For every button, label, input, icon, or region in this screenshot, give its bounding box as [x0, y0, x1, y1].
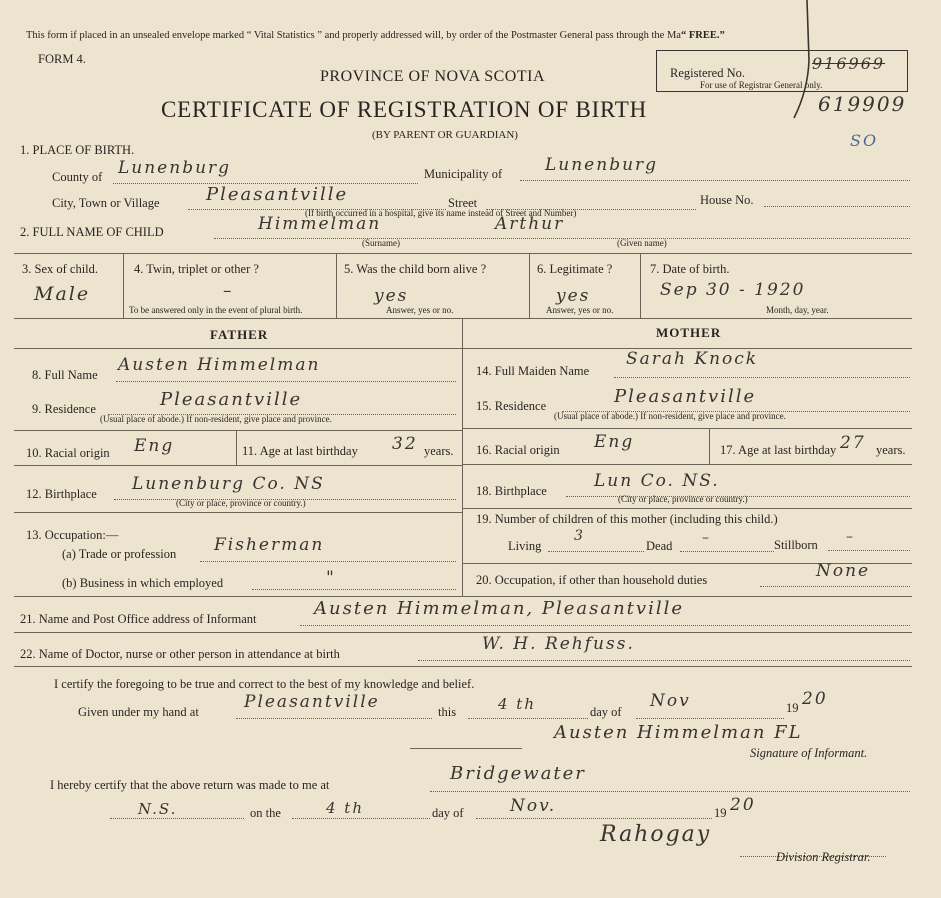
mother-header: MOTHER: [656, 325, 722, 340]
father-birthplace-note: (City or place, province or country.): [176, 498, 306, 508]
mother-residence-note: (Usual place of abode.) If non-resident, give place and province.: [554, 411, 786, 421]
mother-occupation-value: None: [816, 561, 871, 581]
father-residence-label: 9. Residence: [32, 402, 96, 416]
pen-stroke-mark: [780, 0, 820, 130]
municipality-line: [520, 180, 910, 181]
given-place-value: Pleasantville: [244, 692, 380, 712]
child-surname: Himmelman: [258, 214, 382, 234]
date-value: Sep 30 - 1920: [660, 280, 806, 300]
month-value-2: Nov.: [510, 796, 557, 816]
doctor-label: 22. Name of Doctor, nurse or other person in attendance at birth: [20, 647, 340, 661]
divider: [292, 818, 430, 819]
father-residence-value: Pleasantville: [160, 389, 303, 410]
house-line: [764, 206, 910, 207]
divider: [640, 253, 641, 318]
divider: [116, 381, 456, 382]
child-name-label: 2. FULL NAME OF CHILD: [20, 225, 164, 239]
mother-age-unit: years.: [876, 443, 906, 457]
day-of-label: day of: [590, 705, 622, 719]
row3-top-rule: [14, 253, 912, 254]
twin-note: To be answered only in the event of plural birth.: [129, 305, 303, 315]
father-trade-value: Fisherman: [214, 535, 325, 555]
stillborn-value: –: [846, 529, 855, 545]
date-label: 7. Date of birth.: [650, 262, 730, 276]
divider: [614, 377, 910, 378]
twin-value: –: [223, 281, 234, 301]
date-note: Month, day, year.: [766, 305, 829, 315]
legitimate-label: 6. Legitimate ?: [537, 262, 613, 276]
mother-residence-value: Pleasantville: [614, 386, 757, 407]
registrar-stamp: SO: [850, 131, 879, 150]
divider: [14, 632, 912, 633]
divider: [680, 551, 774, 552]
mother-children-label: 19. Number of children of this mother (including this child.): [476, 512, 778, 526]
father-name-label: 8. Full Name: [32, 368, 98, 382]
house-label: House No.: [700, 193, 754, 207]
year-value: 20: [802, 689, 828, 709]
divider: [548, 551, 644, 552]
registrar-signature: Rahogay: [600, 822, 712, 847]
divider: [252, 589, 456, 590]
city-label: City, Town or Village: [52, 196, 160, 210]
divider: [14, 430, 462, 431]
street-label: Street: [448, 196, 478, 210]
mother-residence-label: 15. Residence: [476, 399, 547, 413]
divider: [300, 625, 910, 626]
postal-notice: This form if placed in an unsealed envelope marked “ Vital Statistics ” and properly addressed will, by order of the Postmaster General pass through the Ma“ FREE.”: [26, 30, 725, 41]
signature-rule-left: [410, 748, 522, 749]
child-name-line: [214, 238, 910, 239]
divider: [462, 428, 912, 429]
father-trade-label: (a) Trade or profession: [62, 547, 177, 561]
province-heading: PROVINCE OF NOVA SCOTIA: [320, 68, 546, 85]
father-occupation-label: 13. Occupation:—: [26, 528, 119, 542]
doctor-value: W. H. Rehfuss.: [482, 634, 635, 654]
father-racial-label: 10. Racial origin: [26, 446, 110, 460]
informant-signature: Austen Himmelman FL: [554, 722, 803, 743]
alive-value: yes: [374, 286, 409, 306]
divider: [336, 253, 337, 318]
municipality-label: Municipality of: [424, 167, 503, 181]
father-header: FATHER: [210, 327, 269, 342]
hospital-note: (If birth occurred in a hospital, give its name instead of Street and Number): [305, 208, 577, 218]
return-statement: I hereby certify that the above return was made to me at: [50, 778, 330, 792]
given-caption: (Given name): [617, 238, 667, 248]
certificate-subtitle: (BY PARENT OR GUARDIAN): [372, 129, 518, 141]
certify-statement: I certify the foregoing to be true and correct to the best of my knowledge and belief.: [54, 677, 475, 691]
city-value: Pleasantville: [206, 184, 349, 205]
sex-value: Male: [34, 283, 91, 305]
father-age-unit: years.: [424, 444, 454, 458]
county-value: Lunenburg: [118, 158, 232, 178]
dead-label: Dead: [646, 539, 673, 553]
sex-label: 3. Sex of child.: [22, 262, 99, 276]
registered-label: Registered No.: [670, 66, 745, 80]
registrar-caption: Division Registrar.: [776, 850, 871, 864]
divider: [14, 512, 462, 513]
legitimate-note: Answer, yes or no.: [546, 305, 614, 315]
divider: [14, 666, 912, 667]
alive-label: 5. Was the child born alive ?: [344, 262, 487, 276]
father-name-value: Austen Himmelman: [118, 355, 321, 375]
registered-note: For use of Registrar General only.: [700, 80, 823, 90]
alive-note: Answer, yes or no.: [386, 305, 454, 315]
divider: [529, 253, 530, 318]
informant-value: Austen Himmelman, Pleasantville: [314, 598, 685, 619]
divider: [14, 348, 912, 349]
divider: [760, 586, 910, 587]
divider: [123, 253, 124, 318]
divider: [468, 718, 588, 719]
stillborn-label: Stillborn: [774, 538, 818, 552]
divider: [636, 718, 784, 719]
municipality-value: Lunenburg: [545, 155, 659, 175]
mother-occupation-label: 20. Occupation, if other than household duties: [476, 573, 708, 587]
form-number: FORM 4.: [38, 52, 86, 66]
legitimate-value: yes: [556, 286, 591, 306]
living-label: Living: [508, 539, 542, 553]
child-given-name: Arthur: [495, 214, 565, 234]
divider: [476, 818, 712, 819]
month-value: Nov: [650, 691, 691, 711]
father-birthplace-value: Lunenburg Co. NS: [132, 474, 325, 494]
ns-value: N.S.: [138, 800, 178, 818]
informant-signature-caption: Signature of Informant.: [750, 746, 868, 760]
divider: [14, 465, 462, 466]
surname-caption: (Surname): [362, 238, 400, 248]
certificate-title: CERTIFICATE OF REGISTRATION OF BIRTH: [161, 97, 648, 122]
informant-label: 21. Name and Post Office address of Informant: [20, 612, 257, 626]
on-the-label: on the: [250, 806, 281, 820]
divider: [236, 718, 432, 719]
place-of-birth-label: 1. PLACE OF BIRTH.: [20, 143, 135, 157]
mother-birthplace-value: Lun Co. NS.: [594, 471, 720, 491]
father-racial-value: Eng: [134, 436, 175, 456]
registered-number: 619909: [818, 92, 907, 116]
father-business-label: (b) Business in which employed: [62, 576, 224, 590]
mother-racial-label: 16. Racial origin: [476, 443, 560, 457]
this-label: this: [438, 705, 457, 719]
mother-racial-value: Eng: [594, 432, 635, 452]
return-place-value: Bridgewater: [450, 763, 586, 784]
mother-age-label: 17. Age at last birthday: [720, 443, 837, 457]
father-business-value: ": [326, 568, 336, 588]
given-under-label: Given under my hand at: [78, 705, 199, 719]
mother-maiden-value: Sarah Knock: [626, 349, 759, 369]
divider: [828, 550, 910, 551]
mother-age-value: 27: [840, 433, 866, 453]
father-birthplace-label: 12. Birthplace: [26, 487, 97, 501]
divider: [462, 464, 912, 465]
divider: [430, 791, 910, 792]
year-prefix: 19: [786, 701, 799, 715]
divider: [110, 818, 244, 819]
year-value-2: 20: [730, 795, 756, 815]
divider: [709, 428, 710, 464]
mother-maiden-label: 14. Full Maiden Name: [476, 364, 590, 378]
registered-number-struck: 916969: [812, 54, 886, 73]
row3-bottom-rule: [14, 318, 912, 319]
on-the-value: 4 th: [326, 799, 364, 817]
mother-birthplace-label: 18. Birthplace: [476, 484, 547, 498]
father-mother-divider: [462, 318, 463, 596]
year-prefix-2: 19: [714, 806, 727, 820]
twin-label: 4. Twin, triplet or other ?: [134, 262, 259, 276]
living-value: 3: [574, 528, 585, 544]
this-day-value: 4 th: [498, 695, 536, 713]
county-label: County of: [52, 170, 103, 184]
divider: [236, 430, 237, 465]
dead-value: –: [702, 530, 711, 546]
mother-birthplace-note: (City or place, province or country.): [618, 494, 748, 504]
divider: [462, 508, 912, 509]
divider: [200, 561, 456, 562]
father-residence-note: (Usual place of abode.) If non-resident, give place and province.: [100, 414, 332, 424]
day-of-label-2: day of: [432, 806, 464, 820]
divider: [418, 660, 910, 661]
father-age-value: 32: [392, 434, 418, 454]
divider: [14, 596, 912, 597]
father-age-label: 11. Age at last birthday: [242, 444, 358, 458]
